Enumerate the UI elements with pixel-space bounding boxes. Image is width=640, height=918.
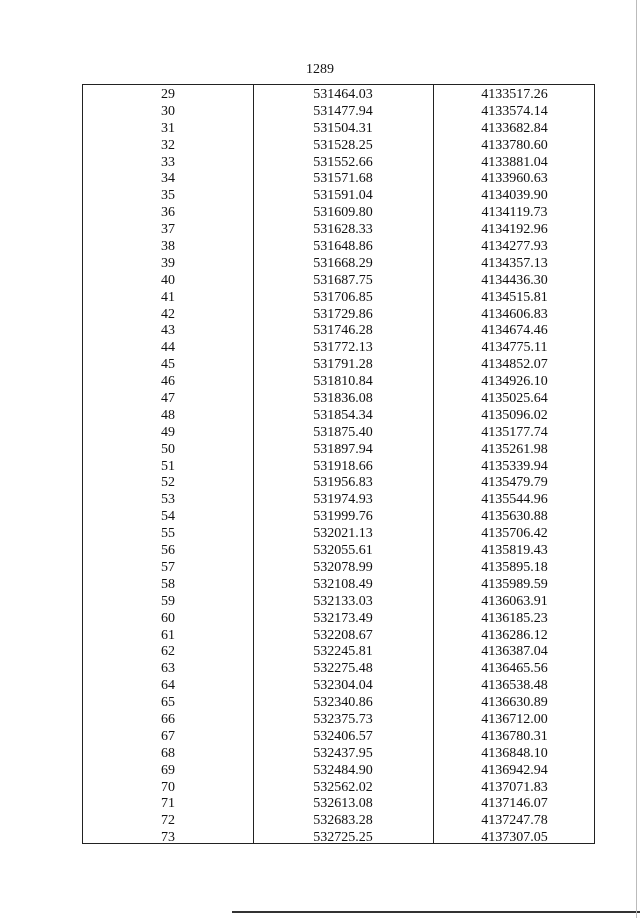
table-row <box>83 273 594 290</box>
table-row <box>83 746 594 763</box>
table-row <box>83 560 594 577</box>
y-coordinate-cell: 4134119.73 <box>481 205 548 221</box>
x-coordinate-cell: 532208.67 <box>313 627 373 643</box>
x-coordinate-cell: 532275.48 <box>313 661 373 677</box>
table-row <box>83 87 594 104</box>
x-coordinate-cell: 531897.94 <box>313 441 373 457</box>
point-number-cell: 65 <box>161 695 175 711</box>
y-coordinate-cell: 4135630.88 <box>481 509 548 525</box>
table-row <box>83 475 594 492</box>
x-coordinate-cell: 531791.28 <box>313 357 373 373</box>
table-row <box>83 695 594 712</box>
y-coordinate-cell: 4135706.42 <box>481 526 548 542</box>
y-coordinate-cell: 4136848.10 <box>481 745 548 761</box>
point-number-cell: 45 <box>161 357 175 373</box>
point-number-cell: 38 <box>161 239 175 255</box>
x-coordinate-cell: 532725.25 <box>313 830 373 846</box>
x-coordinate-cell: 532304.04 <box>313 678 373 694</box>
y-coordinate-cell: 4133517.26 <box>481 87 548 102</box>
table-row <box>83 357 594 374</box>
y-coordinate-cell: 4134436.30 <box>481 272 548 288</box>
table-row <box>83 138 594 155</box>
x-coordinate-cell: 531706.85 <box>313 289 373 305</box>
x-coordinate-cell: 532683.28 <box>313 813 373 829</box>
x-coordinate-cell: 531648.86 <box>313 239 373 255</box>
table-row <box>83 796 594 813</box>
x-coordinate-cell: 531591.04 <box>313 188 373 204</box>
table-row <box>83 307 594 324</box>
x-coordinate-cell: 531854.34 <box>313 407 373 423</box>
x-coordinate-cell: 531729.86 <box>313 306 373 322</box>
x-coordinate-cell: 531528.25 <box>313 137 373 153</box>
x-coordinate-cell: 531875.40 <box>313 424 373 440</box>
table-row <box>83 391 594 408</box>
table-row <box>83 661 594 678</box>
x-coordinate-cell: 532021.13 <box>313 526 373 542</box>
y-coordinate-cell: 4136185.23 <box>481 610 548 626</box>
point-number-cell: 47 <box>161 391 175 407</box>
x-coordinate-cell: 531477.94 <box>313 103 373 119</box>
point-number-cell: 34 <box>161 171 175 187</box>
x-coordinate-cell: 532108.49 <box>313 576 373 592</box>
point-number-cell: 29 <box>161 87 175 102</box>
point-number-cell: 61 <box>161 627 175 643</box>
scan-edge-line <box>232 911 640 913</box>
coordinates-table <box>82 84 595 844</box>
table-row <box>83 290 594 307</box>
x-coordinate-cell: 531571.68 <box>313 171 373 187</box>
y-coordinate-cell: 4135177.74 <box>481 424 548 440</box>
x-coordinate-cell: 531746.28 <box>313 323 373 339</box>
y-coordinate-cell: 4135261.98 <box>481 441 548 457</box>
point-number-cell: 50 <box>161 441 175 457</box>
table-row <box>83 188 594 205</box>
y-coordinate-cell: 4135479.79 <box>481 475 548 491</box>
table-row <box>83 340 594 357</box>
table-row <box>83 509 594 526</box>
point-number-cell: 37 <box>161 222 175 238</box>
y-coordinate-cell: 4134926.10 <box>481 374 548 390</box>
x-coordinate-cell: 531974.93 <box>313 492 373 508</box>
x-coordinate-cell: 532133.03 <box>313 593 373 609</box>
table-row <box>83 222 594 239</box>
table-row <box>83 256 594 273</box>
x-coordinate-cell: 531956.83 <box>313 475 373 491</box>
table-row <box>83 205 594 222</box>
y-coordinate-cell: 4135096.02 <box>481 407 548 423</box>
y-coordinate-cell: 4133960.63 <box>481 171 548 187</box>
table-row <box>83 442 594 459</box>
y-coordinate-cell: 4137307.05 <box>481 830 548 846</box>
point-number-cell: 51 <box>161 458 175 474</box>
point-number-cell: 52 <box>161 475 175 491</box>
y-coordinate-cell: 4135819.43 <box>481 543 548 559</box>
table-row <box>83 780 594 797</box>
y-coordinate-cell: 4137247.78 <box>481 813 548 829</box>
point-number-cell: 39 <box>161 255 175 271</box>
point-number-cell: 41 <box>161 289 175 305</box>
point-number-cell: 62 <box>161 644 175 660</box>
y-coordinate-cell: 4134192.96 <box>481 222 548 238</box>
table-row <box>83 678 594 695</box>
x-coordinate-cell: 531552.66 <box>313 154 373 170</box>
y-coordinate-cell: 4133780.60 <box>481 137 548 153</box>
y-coordinate-cell: 4136465.56 <box>481 661 548 677</box>
point-number-cell: 56 <box>161 543 175 559</box>
table-row <box>83 577 594 594</box>
table-row <box>83 171 594 188</box>
x-coordinate-cell: 532406.57 <box>313 728 373 744</box>
point-number-cell: 53 <box>161 492 175 508</box>
y-coordinate-cell: 4134674.46 <box>481 323 548 339</box>
point-number-cell: 59 <box>161 593 175 609</box>
point-number-cell: 46 <box>161 374 175 390</box>
point-number-cell: 31 <box>161 120 175 136</box>
point-number-cell: 60 <box>161 610 175 626</box>
table-row <box>83 763 594 780</box>
x-coordinate-cell: 531836.08 <box>313 391 373 407</box>
point-number-cell: 32 <box>161 137 175 153</box>
x-coordinate-cell: 532173.49 <box>313 610 373 626</box>
x-coordinate-cell: 531999.76 <box>313 509 373 525</box>
x-coordinate-cell: 531504.31 <box>313 120 373 136</box>
x-coordinate-cell: 532484.90 <box>313 762 373 778</box>
y-coordinate-cell: 4133574.14 <box>481 103 548 119</box>
table-row <box>83 712 594 729</box>
y-coordinate-cell: 4135339.94 <box>481 458 548 474</box>
y-coordinate-cell: 4135895.18 <box>481 559 548 575</box>
table-row <box>83 611 594 628</box>
table-row <box>83 104 594 121</box>
table-row <box>83 459 594 476</box>
point-number-cell: 64 <box>161 678 175 694</box>
x-coordinate-cell: 532613.08 <box>313 796 373 812</box>
y-coordinate-cell: 4135989.59 <box>481 576 548 592</box>
point-number-cell: 35 <box>161 188 175 204</box>
table-row <box>83 729 594 746</box>
x-coordinate-cell: 532055.61 <box>313 543 373 559</box>
table-row <box>83 425 594 442</box>
y-coordinate-cell: 4135025.64 <box>481 391 548 407</box>
x-coordinate-cell: 532245.81 <box>313 644 373 660</box>
point-number-cell: 40 <box>161 272 175 288</box>
y-coordinate-cell: 4136712.00 <box>481 711 548 727</box>
y-coordinate-cell: 4134775.11 <box>481 340 548 356</box>
point-number-cell: 33 <box>161 154 175 170</box>
point-number-cell: 55 <box>161 526 175 542</box>
page-number: 1289 <box>306 62 334 77</box>
table-row <box>83 813 594 830</box>
x-coordinate-cell: 531464.03 <box>313 87 373 102</box>
y-coordinate-cell: 4136286.12 <box>481 627 548 643</box>
table-row <box>83 830 594 847</box>
point-number-cell: 70 <box>161 779 175 795</box>
scan-edge-line <box>636 0 637 918</box>
y-coordinate-cell: 4134606.83 <box>481 306 548 322</box>
table-row <box>83 526 594 543</box>
y-coordinate-cell: 4137146.07 <box>481 796 548 812</box>
x-coordinate-cell: 532078.99 <box>313 559 373 575</box>
y-coordinate-cell: 4136630.89 <box>481 695 548 711</box>
point-number-cell: 48 <box>161 407 175 423</box>
point-number-cell: 72 <box>161 813 175 829</box>
y-coordinate-cell: 4137071.83 <box>481 779 548 795</box>
table-row <box>83 323 594 340</box>
y-coordinate-cell: 4135544.96 <box>481 492 548 508</box>
point-number-cell: 66 <box>161 711 175 727</box>
point-number-cell: 67 <box>161 728 175 744</box>
point-number-cell: 71 <box>161 796 175 812</box>
point-number-cell: 68 <box>161 745 175 761</box>
x-coordinate-cell: 532562.02 <box>313 779 373 795</box>
point-number-cell: 49 <box>161 424 175 440</box>
table-row <box>83 239 594 256</box>
y-coordinate-cell: 4134277.93 <box>481 239 548 255</box>
x-coordinate-cell: 531609.80 <box>313 205 373 221</box>
x-coordinate-cell: 531668.29 <box>313 255 373 271</box>
point-number-cell: 73 <box>161 830 175 846</box>
y-coordinate-cell: 4134852.07 <box>481 357 548 373</box>
table-body <box>83 87 594 847</box>
table-row <box>83 628 594 645</box>
y-coordinate-cell: 4136942.94 <box>481 762 548 778</box>
x-coordinate-cell: 531918.66 <box>313 458 373 474</box>
y-coordinate-cell: 4136063.91 <box>481 593 548 609</box>
y-coordinate-cell: 4134357.13 <box>481 255 548 271</box>
point-number-cell: 57 <box>161 559 175 575</box>
y-coordinate-cell: 4134515.81 <box>481 289 548 305</box>
y-coordinate-cell: 4136780.31 <box>481 728 548 744</box>
point-number-cell: 36 <box>161 205 175 221</box>
table-row <box>83 374 594 391</box>
x-coordinate-cell: 531772.13 <box>313 340 373 356</box>
y-coordinate-cell: 4133682.84 <box>481 120 548 136</box>
point-number-cell: 63 <box>161 661 175 677</box>
point-number-cell: 44 <box>161 340 175 356</box>
table-row <box>83 644 594 661</box>
table-row <box>83 155 594 172</box>
x-coordinate-cell: 532340.86 <box>313 695 373 711</box>
y-coordinate-cell: 4136538.48 <box>481 678 548 694</box>
point-number-cell: 69 <box>161 762 175 778</box>
table-row <box>83 121 594 138</box>
y-coordinate-cell: 4136387.04 <box>481 644 548 660</box>
table-row <box>83 492 594 509</box>
point-number-cell: 43 <box>161 323 175 339</box>
point-number-cell: 30 <box>161 103 175 119</box>
table-row <box>83 543 594 560</box>
y-coordinate-cell: 4133881.04 <box>481 154 548 170</box>
point-number-cell: 42 <box>161 306 175 322</box>
x-coordinate-cell: 531628.33 <box>313 222 373 238</box>
point-number-cell: 54 <box>161 509 175 525</box>
x-coordinate-cell: 531687.75 <box>313 272 373 288</box>
y-coordinate-cell: 4134039.90 <box>481 188 548 204</box>
x-coordinate-cell: 532437.95 <box>313 745 373 761</box>
table-row <box>83 594 594 611</box>
point-number-cell: 58 <box>161 576 175 592</box>
x-coordinate-cell: 532375.73 <box>313 711 373 727</box>
table-row <box>83 408 594 425</box>
x-coordinate-cell: 531810.84 <box>313 374 373 390</box>
